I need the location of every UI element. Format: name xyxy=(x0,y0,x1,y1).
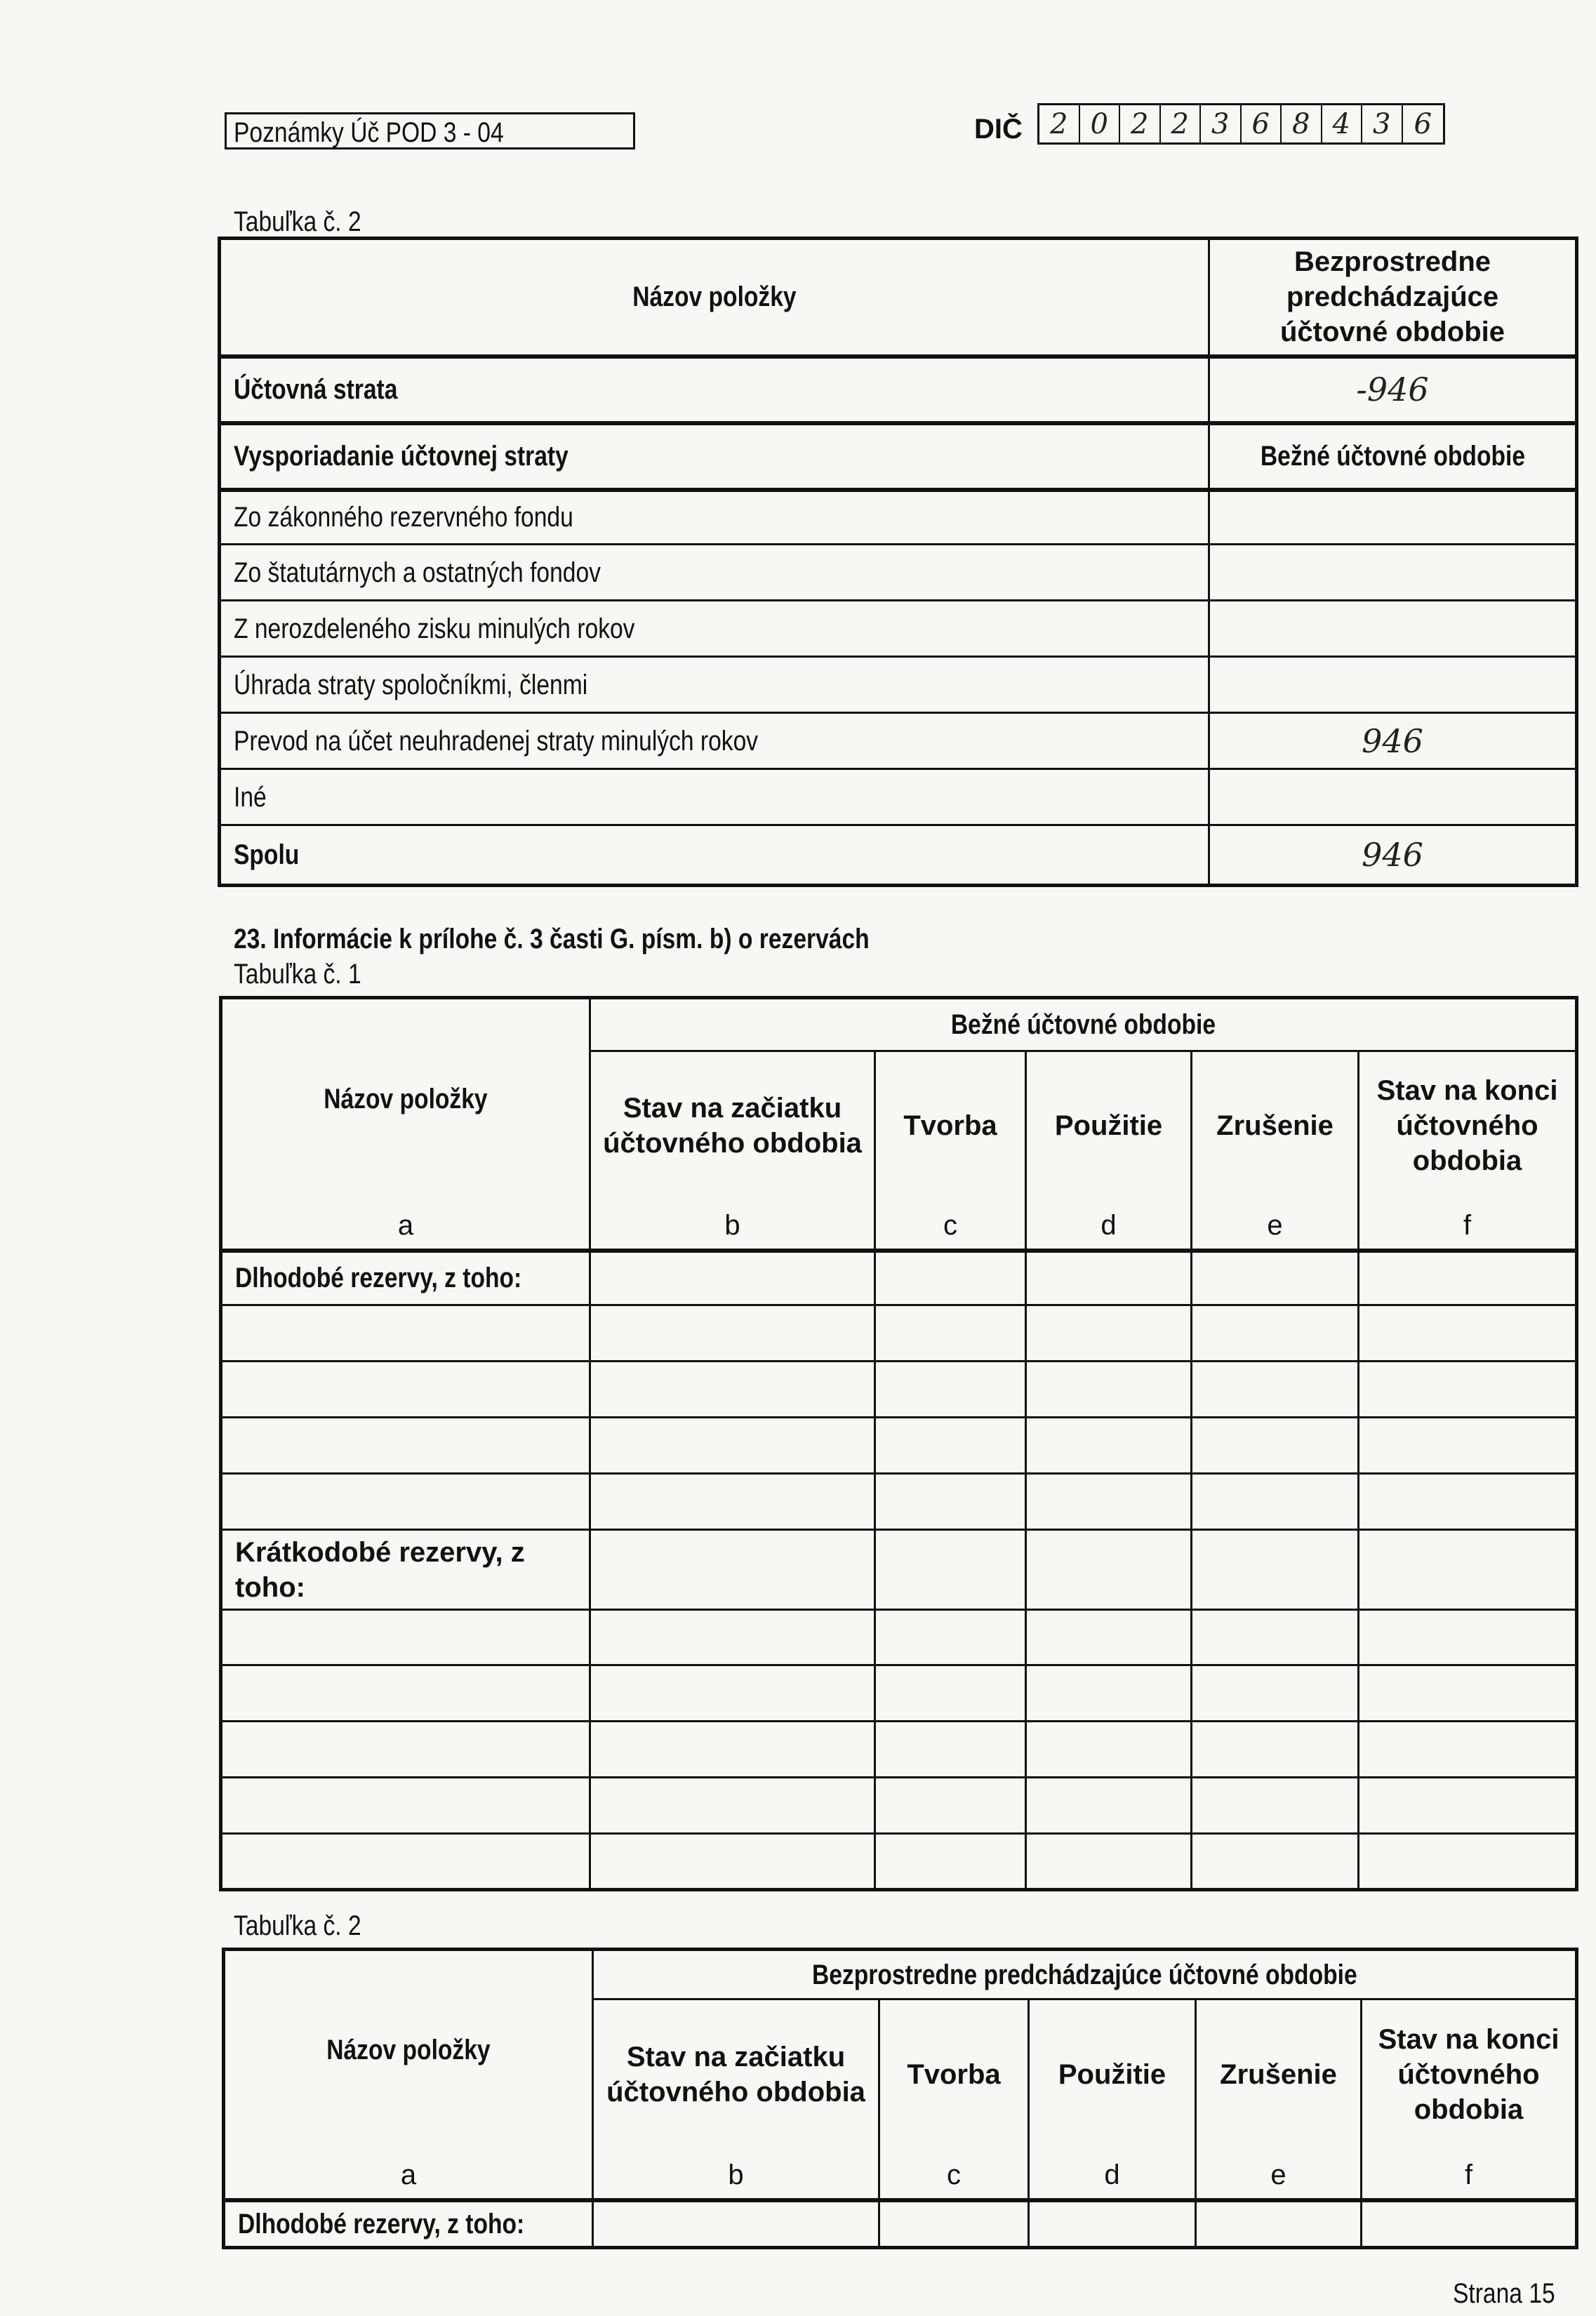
cell[interactable] xyxy=(875,1305,1026,1362)
short-term-label: Krátkodobé rezervy, z toho: xyxy=(221,1530,590,1610)
col-header-b: Stav na začiatku účtovného obdobia b xyxy=(593,1999,879,2200)
cell[interactable] xyxy=(1359,1530,1577,1610)
cell[interactable] xyxy=(590,1610,875,1665)
row-label: Zo štatutárnych a ostatných fondov xyxy=(220,545,1209,601)
cell[interactable] xyxy=(221,1722,590,1778)
cell[interactable] xyxy=(221,1474,590,1530)
cell[interactable] xyxy=(875,1418,1026,1474)
period-header: Bezprostredne predchádzajúce účtovné obdobie xyxy=(593,1950,1577,1999)
row-label: Zo zákonného rezervného fondu xyxy=(220,490,1209,545)
long-term-label: Dlhodobé rezervy, z toho: xyxy=(224,2200,593,2248)
col-header-f: Stav na konci účtovného obdobia f xyxy=(1362,1999,1577,2200)
cell[interactable] xyxy=(590,1362,875,1418)
form-code: Poznámky Úč POD 3 - 04 xyxy=(234,117,504,148)
cell[interactable] xyxy=(875,1834,1026,1890)
col-header-f: Stav na konci účtovného obdobia f xyxy=(1359,1051,1577,1251)
col-header-name: Názov položky a xyxy=(224,1950,593,2200)
cell[interactable] xyxy=(221,1778,590,1834)
cell[interactable] xyxy=(1026,1834,1192,1890)
cell[interactable] xyxy=(1192,1610,1359,1665)
cell[interactable] xyxy=(1192,1834,1359,1890)
cell[interactable] xyxy=(1359,1305,1577,1362)
cell[interactable] xyxy=(875,1362,1026,1418)
long-term-label: Dlhodobé rezervy, z toho: xyxy=(221,1251,590,1305)
cell[interactable] xyxy=(1362,2200,1577,2248)
cell[interactable] xyxy=(1192,1665,1359,1722)
cell[interactable] xyxy=(1029,2200,1196,2248)
cell[interactable] xyxy=(1026,1251,1192,1305)
cell[interactable] xyxy=(221,1610,590,1665)
dic-digit: 8 xyxy=(1282,105,1322,142)
cell[interactable] xyxy=(1359,1665,1577,1722)
cell[interactable] xyxy=(875,1251,1026,1305)
cell[interactable] xyxy=(590,1474,875,1530)
total-value[interactable]: 946 xyxy=(1209,825,1577,886)
form-code-box xyxy=(225,112,635,149)
cell[interactable] xyxy=(1026,1305,1192,1362)
cell[interactable] xyxy=(590,1305,875,1362)
cell[interactable] xyxy=(221,1418,590,1474)
cell[interactable] xyxy=(1359,1418,1577,1474)
page-number: Strana 15 xyxy=(1453,2278,1555,2309)
row-value[interactable] xyxy=(1209,601,1577,657)
cell[interactable] xyxy=(221,1362,590,1418)
dic-field[interactable] xyxy=(1037,103,1445,145)
settle-label: Vysporiadanie účtovnej straty xyxy=(220,423,1209,490)
col-header-b: Stav na začiatku účtovného obdobia b xyxy=(590,1051,875,1251)
col-header-prev: Bezprostredne predchádzajúce účtovné obdobie xyxy=(1209,239,1577,357)
col-header-current: Bežné účtovné obdobie xyxy=(1209,423,1577,490)
cell[interactable] xyxy=(1026,1778,1192,1834)
cell[interactable] xyxy=(875,1722,1026,1778)
dic-digit: 6 xyxy=(1414,108,1432,140)
dic-digit: 2 xyxy=(1120,105,1161,142)
cell[interactable] xyxy=(221,1834,590,1890)
dic-digit: 4 xyxy=(1322,105,1363,142)
cell[interactable] xyxy=(593,2200,879,2248)
dic-digit: 3 xyxy=(1362,105,1403,142)
cell[interactable] xyxy=(1192,1418,1359,1474)
loss-settlement-table xyxy=(218,237,1578,887)
cell[interactable] xyxy=(1026,1722,1192,1778)
dic-label: DIČ xyxy=(974,114,1023,145)
cell[interactable] xyxy=(875,1610,1026,1665)
col-header-name: Názov položky a xyxy=(221,998,590,1251)
row-label: Úhrada straty spoločníkmi, členmi xyxy=(220,657,1209,713)
col-header-c: Tvorba c xyxy=(875,1051,1026,1251)
cell[interactable] xyxy=(875,1665,1026,1722)
total-label: Spolu xyxy=(220,825,1209,886)
row-value[interactable] xyxy=(1209,657,1577,713)
loss-value[interactable]: -946 xyxy=(1209,357,1577,423)
reserves-current-table xyxy=(219,996,1578,1891)
cell[interactable] xyxy=(1359,1362,1577,1418)
section-title: 23. Informácie k prílohe č. 3 časti G. písm. b) o rezervách xyxy=(234,924,870,954)
dic-digit: 2 xyxy=(1161,105,1202,142)
dic-digit: 2 xyxy=(1039,105,1080,142)
row-label: Iné xyxy=(220,769,1209,825)
col-header-e: Zrušenie e xyxy=(1196,1999,1362,2200)
cell[interactable] xyxy=(221,1305,590,1362)
row-value[interactable] xyxy=(1209,545,1577,601)
dic-digit: 3 xyxy=(1201,105,1242,142)
cell[interactable] xyxy=(221,1665,590,1722)
reserves-previous-table xyxy=(222,1948,1578,2249)
cell[interactable] xyxy=(1026,1474,1192,1530)
col-header-d: Použitie d xyxy=(1029,1999,1196,2200)
cell[interactable] xyxy=(1192,1251,1359,1305)
cell[interactable] xyxy=(1359,1474,1577,1530)
cell[interactable] xyxy=(590,1665,875,1722)
cell[interactable] xyxy=(1192,1305,1359,1362)
row-value[interactable]: 946 xyxy=(1209,713,1577,769)
col-header-name: Názov položky xyxy=(220,239,1209,357)
cell[interactable] xyxy=(1359,1778,1577,1834)
period-header: Bežné účtovné obdobie xyxy=(590,998,1577,1051)
cell[interactable] xyxy=(590,1834,875,1890)
col-header-d: Použitie d xyxy=(1026,1051,1192,1251)
loss-label: Účtovná strata xyxy=(220,357,1209,423)
cell[interactable] xyxy=(590,1722,875,1778)
cell[interactable] xyxy=(1359,1834,1577,1890)
dic-digit: 6 xyxy=(1242,105,1282,142)
row-value[interactable] xyxy=(1209,490,1577,545)
table-caption: Tabuľka č. 2 xyxy=(234,206,361,237)
cell[interactable] xyxy=(875,1530,1026,1610)
cell[interactable] xyxy=(1192,1530,1359,1610)
cell[interactable] xyxy=(590,1418,875,1474)
cell[interactable] xyxy=(1359,1610,1577,1665)
cell[interactable] xyxy=(875,1474,1026,1530)
cell[interactable] xyxy=(1192,1778,1359,1834)
col-header-c: Tvorba c xyxy=(879,1999,1029,2200)
cell[interactable] xyxy=(590,1530,875,1610)
cell[interactable] xyxy=(590,1778,875,1834)
cell[interactable] xyxy=(590,1251,875,1305)
cell[interactable] xyxy=(1192,1362,1359,1418)
table-caption: Tabuľka č. 2 xyxy=(234,1910,361,1941)
cell[interactable] xyxy=(875,1778,1026,1834)
cell[interactable] xyxy=(1026,1418,1192,1474)
cell[interactable] xyxy=(1026,1530,1192,1610)
cell[interactable] xyxy=(1026,1362,1192,1418)
row-label: Z nerozdeleného zisku minulých rokov xyxy=(220,601,1209,657)
cell[interactable] xyxy=(1026,1610,1192,1665)
cell[interactable] xyxy=(879,2200,1029,2248)
cell[interactable] xyxy=(1196,2200,1362,2248)
dic-digit: 0 xyxy=(1080,105,1121,142)
table-caption: Tabuľka č. 1 xyxy=(234,959,361,990)
col-header-e: Zrušenie e xyxy=(1192,1051,1359,1251)
cell[interactable] xyxy=(1359,1251,1577,1305)
cell[interactable] xyxy=(1026,1665,1192,1722)
row-label: Prevod na účet neuhradenej straty minulých rokov xyxy=(220,713,1209,769)
row-value[interactable] xyxy=(1209,769,1577,825)
cell[interactable] xyxy=(1192,1722,1359,1778)
cell[interactable] xyxy=(1359,1722,1577,1778)
cell[interactable] xyxy=(1192,1474,1359,1530)
